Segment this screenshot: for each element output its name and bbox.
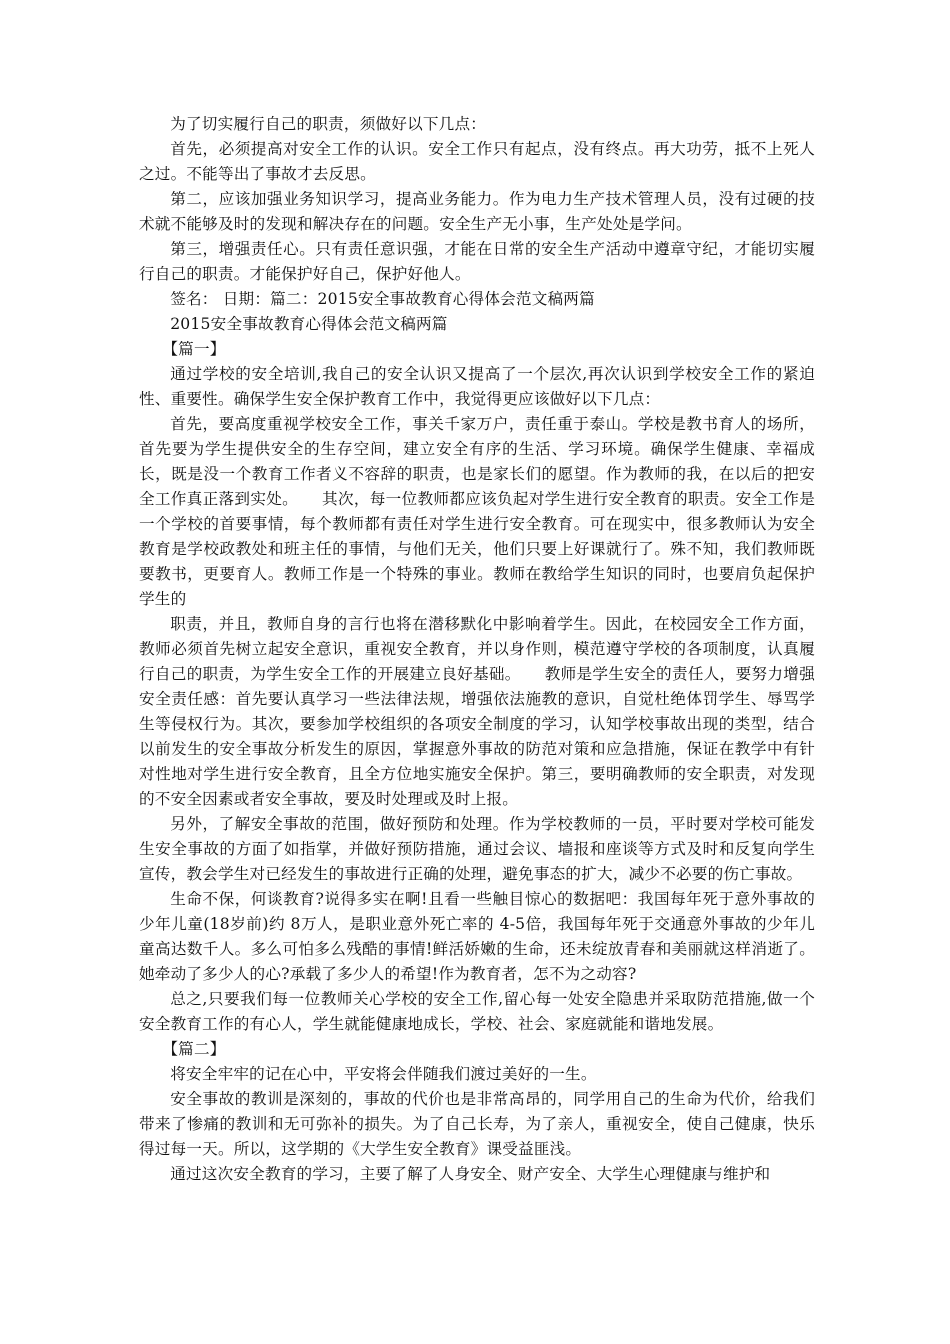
paragraph: 第三，增强责任心。只有责任意识强，才能在日常的安全生产活动中遵章守纪，才能切实履行自己的职责。才能保护好自己，保护好他人。 bbox=[139, 240, 815, 283]
paragraph: 安全事故的教训是深刻的，事故的代价也是非常高昂的，同学用自己的生命为代价，给我们带来了惨痛的教训和无可弥补的损失。为了自己长寿，为了亲人，重视安全，使自己健康，快乐得过每一天。所以，这学期的《大学生安全教育》课受益匪浅。 bbox=[139, 1090, 815, 1158]
paragraph: 总之,只要我们每一位教师关心学校的安全工作,留心每一处安全隐患并采取防范措施,做一个安全教育工作的有心人，学生就能健康地成长，学校、社会、家庭就能和谐地发展。 bbox=[139, 990, 815, 1033]
paragraph: 为了切实履行自己的职责，须做好以下几点： bbox=[170, 115, 487, 133]
signature-line: 签名： 日期：篇二：2015安全事故教育心得体会范文稿两篇 bbox=[170, 290, 595, 308]
paragraph: 通过这次安全教育的学习，主要了解了人身安全、财产安全、大学生心理健康与维护和 bbox=[170, 1165, 771, 1183]
paragraph: 另外，了解安全事故的范围，做好预防和处理。作为学校教师的一员，平时要对学校可能发生安全事故的方面了如指掌，并做好预防措施，通过会议、墙报和座谈等方式及时和反复向学生宣传，教会学生对已经发生的事故进行正确的处理，避免事态的扩大，减少不必要的伤亡事故。 bbox=[139, 815, 815, 883]
paragraph: 首先，必须提高对安全工作的认识。安全工作只有起点，没有终点。再大功劳，抵不上死人之过。不能等出了事故才去反思。 bbox=[139, 140, 815, 183]
paragraph: 将安全牢牢的记在心中，平安将会伴随我们渡过美好的一生。 bbox=[170, 1065, 597, 1083]
section-heading-2: 【篇二】 bbox=[162, 1040, 226, 1058]
section-title: 2015安全事故教育心得体会范文稿两篇 bbox=[170, 315, 448, 333]
paragraph: 第二，应该加强业务知识学习，提高业务能力。作为电力生产技术管理人员，没有过硬的技术就不能够及时的发现和解决存在的问题。安全生产无小事，生产处处是学问。 bbox=[139, 190, 815, 233]
document-body bbox=[139, 112, 815, 1187]
section-heading-1: 【篇一】 bbox=[162, 340, 226, 358]
paragraph: 职责，并且，教师自身的言行也将在潜移默化中影响着学生。因此，在校园安全工作方面，教师必须首先树立起安全意识，重视安全教育，并以身作则，模范遵守学校的各项制度，认真履行自己的职责，为学生安全工作的开展建立良好基础。 教师是学生安全的责任人，要努力增强安全责任感：首先要认真学习一些法律法规，增强依法施教的意识，自觉杜绝体罚学生、辱骂学生等侵权行为。其次，要参加学校组织的各项安全制度的学习，认知学校事故出现的类型，结合以前发生的安全事故分析发生的原因，掌握意外事故的防范对策和应急措施，保证在教学中有针对性地对学生进行安全教育，且全方位地实施安全保护。第三，要明确教师的安全职责，对发现的不安全因素或者安全事故，要及时处理或及时上报。 bbox=[139, 615, 815, 808]
paragraph: 通过学校的安全培训,我自己的安全认识又提高了一个层次,再次认识到学校安全工作的紧迫性、重要性。确保学生安全保护教育工作中，我觉得更应该做好以下几点： bbox=[139, 365, 815, 408]
paragraph: 生命不保，何谈教育?说得多实在啊!且看一些触目惊心的数据吧：我国每年死于意外事故的少年儿童(18岁前)约 8万人，是职业意外死亡率的 4-5倍，我国每年死于交通意外事故的少年儿童高达数千人。多么可怕多么残酷的事情!鲜活娇嫩的生命，还未绽放青春和美丽就这样消逝了。她牵动了多少人的心?承载了多少人的希望!作为教育者，怎不为之动容? bbox=[139, 890, 815, 983]
paragraph: 首先，要高度重视学校安全工作，事关千家万户，责任重于泰山。学校是教书育人的场所，首先要为学生提供安全的生存空间，建立安全有序的生活、学习环境。确保学生健康、幸福成长，既是没一个教育工作者义不容辞的职责，也是家长们的愿望。作为教师的我，在以后的把安全工作真正落到实处。 其次，每一位教师都应该负起对学生进行安全教育的职责。安全工作是一个学校的首要事情，每个教师都有责任对学生进行安全教育。可在现实中，很多教师认为安全教育是学校政教处和班主任的事情，与他们无关，他们只要上好课就行了。殊不知，我们教师既要教书，更要育人。教师工作是一个特殊的事业。教师在教给学生知识的同时，也要肩负起保护学生的 bbox=[139, 415, 815, 608]
